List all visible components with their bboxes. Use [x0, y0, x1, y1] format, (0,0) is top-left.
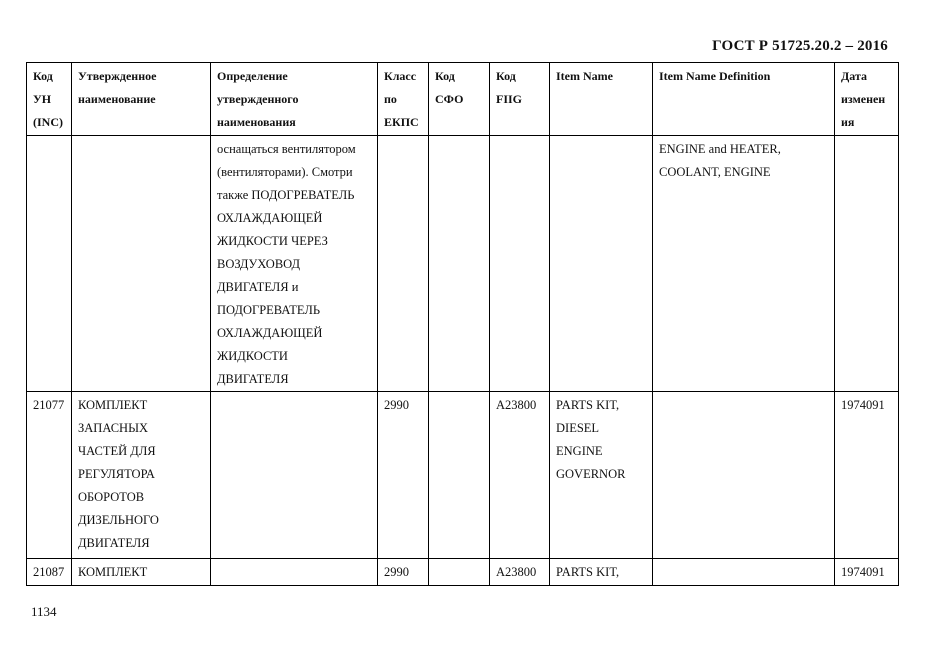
table-row — [27, 559, 899, 586]
cell-sfo-code — [429, 136, 490, 392]
cell-item-name: PARTS KIT, DIESEL ENGINE GOVERNOR — [550, 392, 653, 559]
cell-ekps-class: 2990 — [378, 559, 429, 586]
cell-sfo-code — [429, 559, 490, 586]
header-sfo-code: Код СФО — [429, 63, 490, 136]
cell-approved-name — [72, 136, 211, 392]
cell-approved-name: КОМПЛЕКТ ЗАПАСНЫХ ЧАСТЕЙ ДЛЯ РЕГУЛЯТОРА ОБОРОТОВ ДИЗЕЛЬНОГО ДВИГАТЕЛЯ — [72, 392, 211, 559]
cell-definition: оснащаться вентилятором (вентиляторами). Смотри также ПОДОГРЕВАТЕЛЬ ОХЛАЖДАЮЩЕЙ ЖИДКОСТИ ЧЕРЕЗ ВОЗДУХОВОД ДВИГАТЕЛЯ и ПОДОГРЕВАТЕЛЬ ОХЛАЖДАЮЩЕЙ ЖИДКОСТИ ДВИГАТЕЛЯ — [211, 136, 378, 392]
cell-item-name-definition — [653, 392, 835, 559]
header-ekps-class: Класс по ЕКПС — [378, 63, 429, 136]
cell-fiig-code: A23800 — [490, 559, 550, 586]
cell-item-name-definition: ENGINE and HEATER, COOLANT, ENGINE — [653, 136, 835, 392]
standard-designation: ГОСТ Р 51725.20.2 – 2016 — [712, 38, 888, 54]
page-number: 1134 — [31, 604, 57, 619]
cell-ekps-class — [378, 136, 429, 392]
cell-item-name-definition — [653, 559, 835, 586]
table-header-row — [27, 63, 899, 136]
cell-change-date — [835, 136, 899, 392]
cell-inc: 21077 — [27, 392, 72, 559]
item-names-table — [26, 62, 899, 586]
header-item-name: Item Name — [550, 63, 653, 136]
cell-inc: 21087 — [27, 559, 72, 586]
cell-definition — [211, 559, 378, 586]
table-row — [27, 136, 899, 392]
cell-approved-name: КОМПЛЕКТ — [72, 559, 211, 586]
cell-fiig-code: A23800 — [490, 392, 550, 559]
header-approved-name: Утвержденное наименование — [72, 63, 211, 136]
cell-item-name — [550, 136, 653, 392]
header-definition: Определение утвержденного наименования — [211, 63, 378, 136]
table-row — [27, 392, 899, 559]
cell-ekps-class: 2990 — [378, 392, 429, 559]
header-inc: Код УН (INC) — [27, 63, 72, 136]
header-item-name-definition: Item Name Definition — [653, 63, 835, 136]
header-change-date: Дата изменен ия — [835, 63, 899, 136]
header-fiig-code: Код FIIG — [490, 63, 550, 136]
cell-sfo-code — [429, 392, 490, 559]
cell-item-name: PARTS KIT, — [550, 559, 653, 586]
cell-inc — [27, 136, 72, 392]
cell-change-date: 1974091 — [835, 392, 899, 559]
cell-definition — [211, 392, 378, 559]
cell-change-date: 1974091 — [835, 559, 899, 586]
cell-fiig-code — [490, 136, 550, 392]
